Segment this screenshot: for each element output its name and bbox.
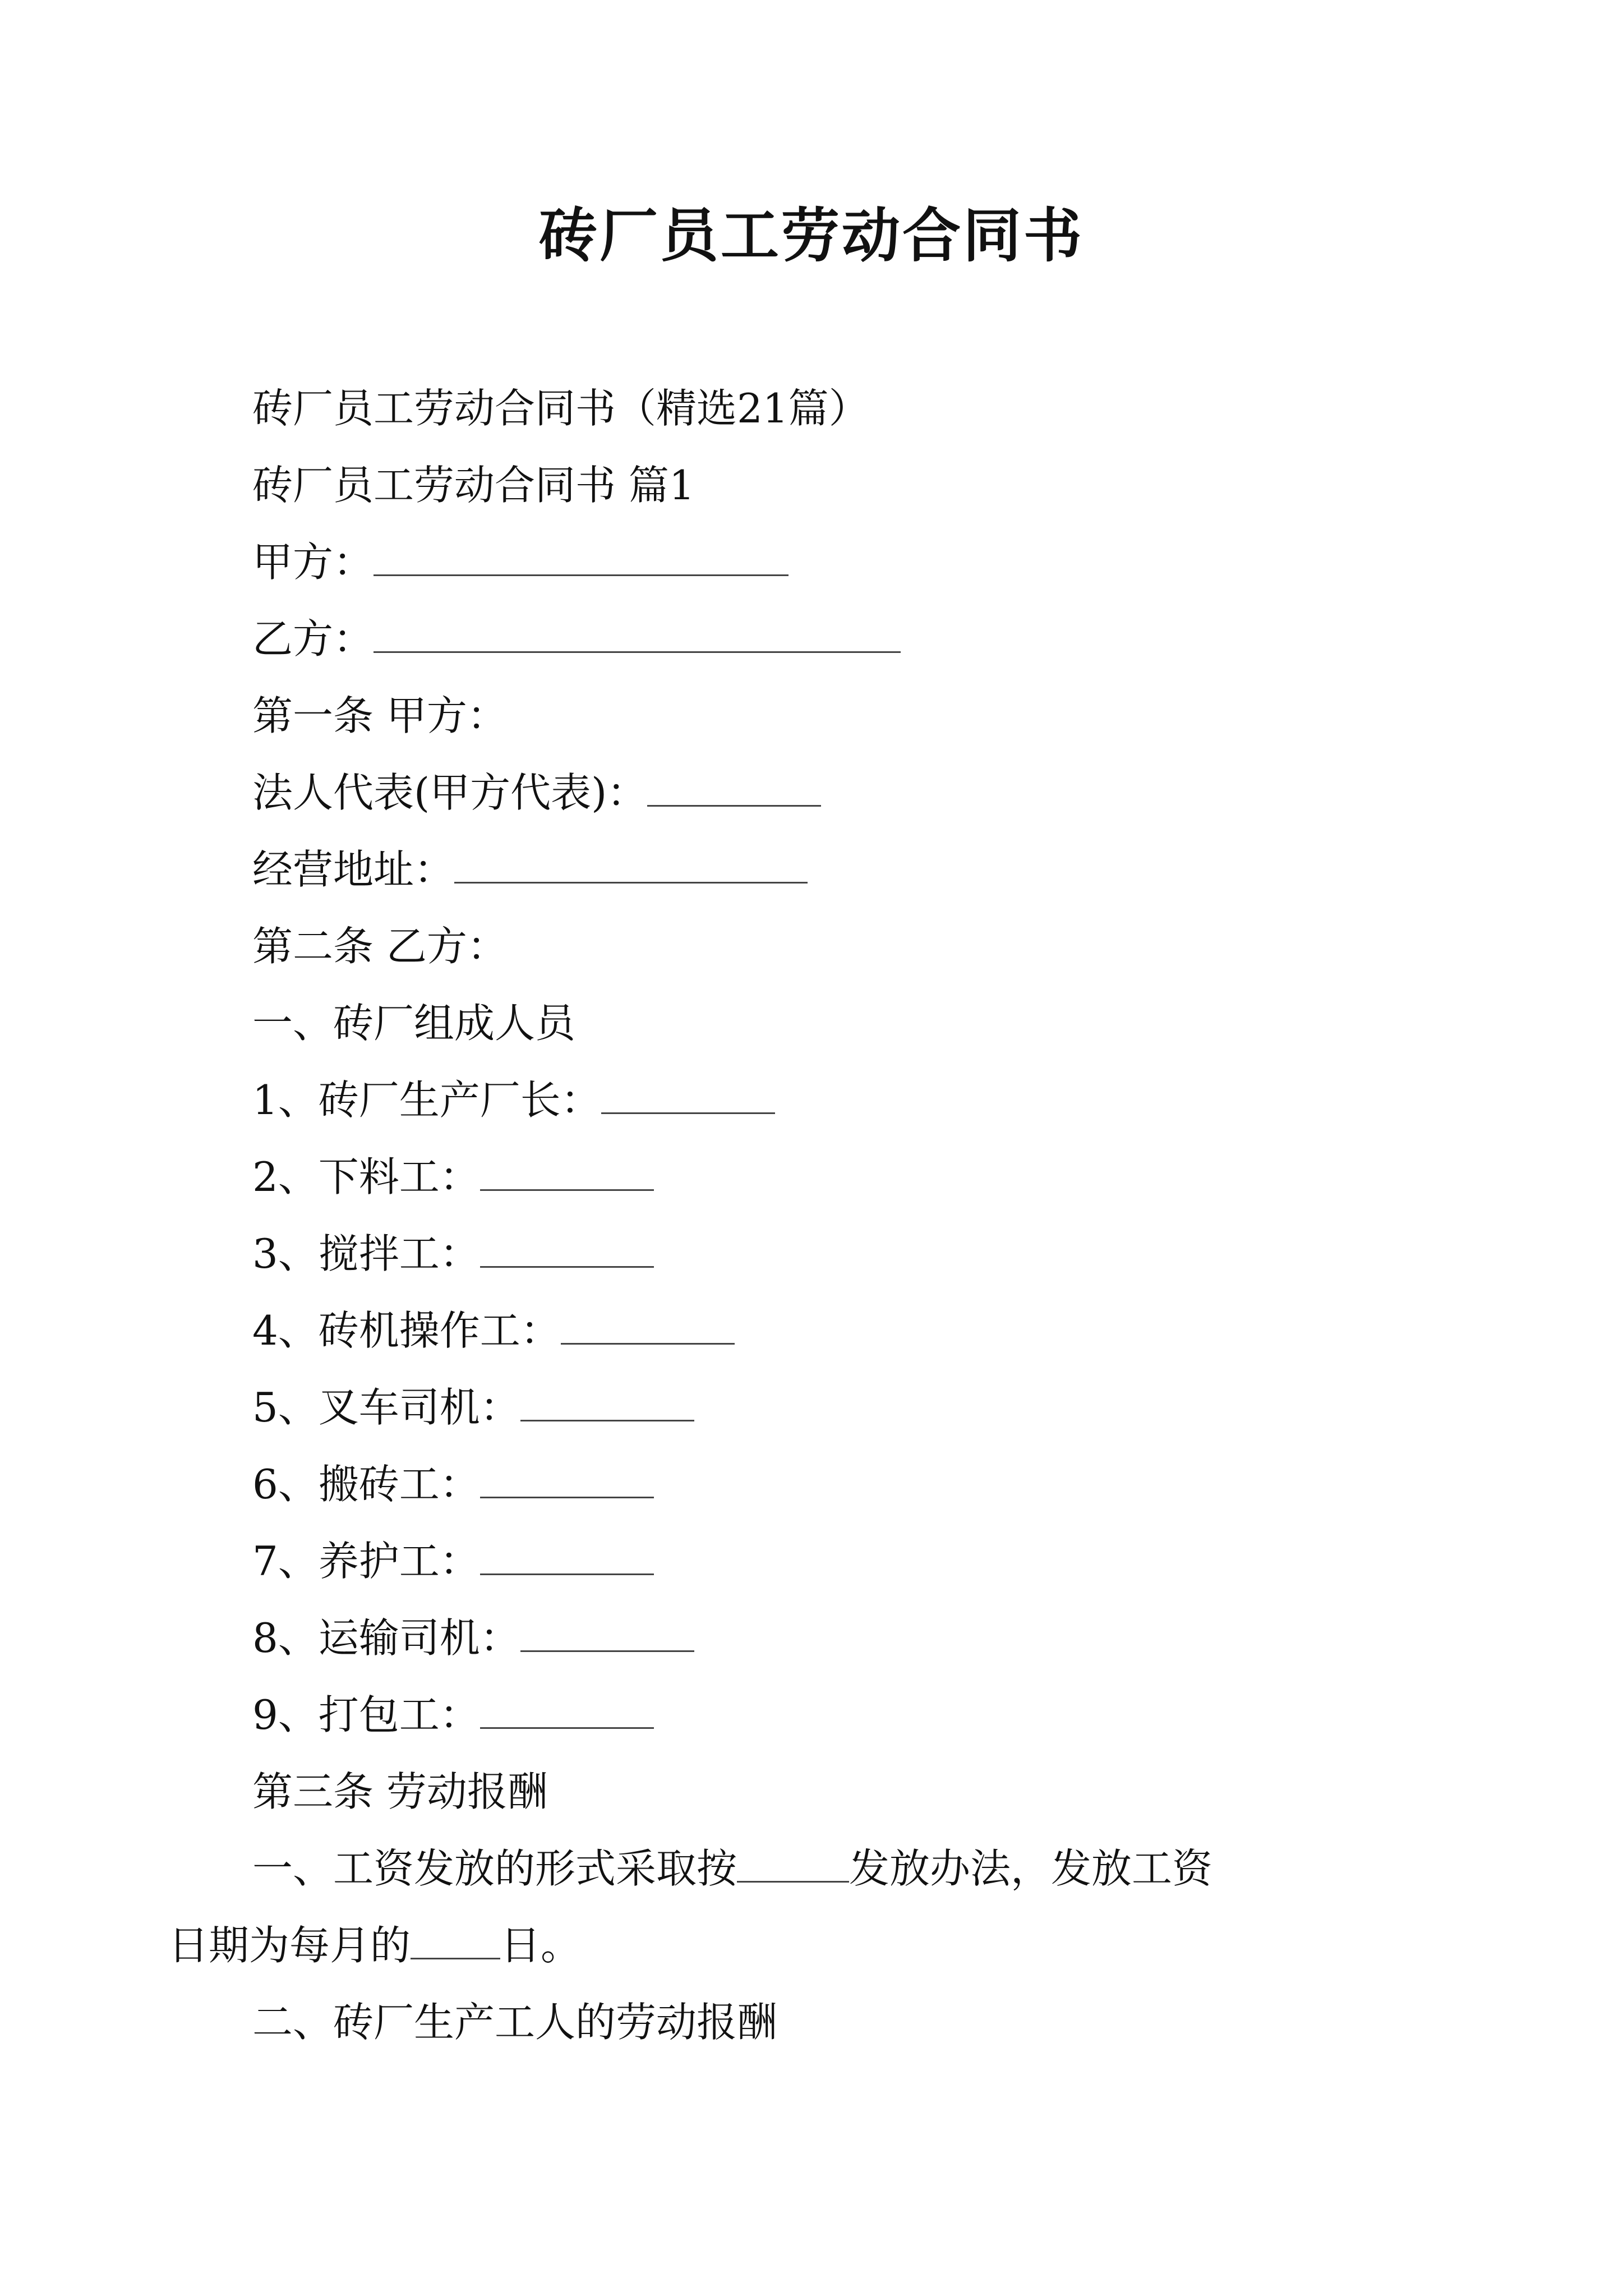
- wage-day-blank: [411, 1929, 500, 1959]
- staff-heading-line: [252, 985, 1396, 1062]
- staff-item: [252, 1600, 1396, 1677]
- wage-subsection-text: 二、砖厂生产工人的劳动报酬: [252, 1999, 778, 2046]
- staff-item-label: 3、搅拌工：: [252, 1230, 480, 1277]
- staff-item-label: 9、打包工：: [252, 1691, 480, 1738]
- wage-text-1: 一、工资发放的形式采取按: [252, 1845, 737, 1892]
- address-blank: [454, 853, 808, 884]
- staff-item-blank: [520, 1391, 694, 1421]
- section-heading: [252, 447, 1396, 524]
- staff-heading-text: 一、砖厂组成人员: [252, 1000, 576, 1047]
- document-body: [168, 370, 1396, 2061]
- wage-paragraph-line-1: [252, 1830, 1396, 1907]
- staff-item: [252, 1216, 1396, 1292]
- subtitle-line: [252, 370, 1396, 447]
- staff-item: [252, 1677, 1396, 1754]
- address-label: 经营地址：: [252, 846, 455, 893]
- wage-text-4: 日。: [500, 1922, 582, 1969]
- party-b-line: [252, 601, 1396, 678]
- legal-rep-line: [252, 754, 1396, 831]
- legal-rep-blank: [647, 776, 821, 807]
- article-3-text: 第三条 劳动报酬: [252, 1768, 548, 1815]
- address-line: [252, 831, 1396, 908]
- staff-item: [252, 1446, 1396, 1523]
- staff-item: [252, 1292, 1396, 1369]
- staff-item-blank: [561, 1314, 735, 1345]
- article-1-line: [252, 678, 1396, 754]
- staff-item-label: 2、下料工：: [252, 1153, 480, 1200]
- staff-item: [252, 1062, 1396, 1139]
- staff-item-label: 7、养护工：: [252, 1538, 480, 1585]
- article-2-line: [252, 908, 1396, 985]
- staff-item-blank: [480, 1698, 654, 1729]
- section-heading-text: 砖厂员工劳动合同书 篇1: [252, 462, 695, 509]
- staff-item-blank: [480, 1160, 654, 1191]
- party-a-label: 甲方：: [252, 539, 374, 586]
- staff-item-label: 6、搬砖工：: [252, 1461, 480, 1508]
- staff-item-blank: [520, 1621, 694, 1652]
- party-a-line: [252, 524, 1396, 601]
- legal-rep-label: 法人代表(甲方代表)：: [252, 769, 648, 816]
- staff-item-blank: [480, 1237, 654, 1268]
- wage-subsection-line: [252, 1984, 1396, 2061]
- subtitle-text: 砖厂员工劳动合同书（精选21篇）: [252, 385, 869, 432]
- staff-item-blank: [601, 1083, 775, 1114]
- party-a-blank: [374, 545, 789, 576]
- wage-method-blank: [737, 1852, 849, 1883]
- staff-item-label: 1、砖厂生产厂长：: [252, 1076, 601, 1124]
- document-title: 砖厂员工劳动合同书: [538, 201, 1084, 270]
- party-b-blank: [374, 622, 901, 653]
- staff-item: [252, 1139, 1396, 1216]
- article-3-line: [252, 1754, 1396, 1830]
- article-1-text: 第一条 甲方：: [252, 692, 508, 739]
- staff-item-label: 5、叉车司机：: [252, 1384, 520, 1431]
- staff-item: [252, 1369, 1396, 1446]
- party-b-label: 乙方：: [252, 615, 374, 662]
- article-2-text: 第二条 乙方：: [252, 923, 508, 970]
- staff-item-label: 4、砖机操作工：: [252, 1307, 561, 1354]
- wage-text-2: 发放办法，发放工资: [849, 1845, 1213, 1892]
- staff-item: [252, 1523, 1396, 1600]
- wage-paragraph-line-2: [168, 1907, 1396, 1984]
- wage-text-3: 日期为每月的: [168, 1922, 411, 1969]
- staff-item-blank: [480, 1467, 654, 1498]
- staff-item-label: 8、运输司机：: [252, 1614, 520, 1662]
- staff-item-blank: [480, 1544, 654, 1575]
